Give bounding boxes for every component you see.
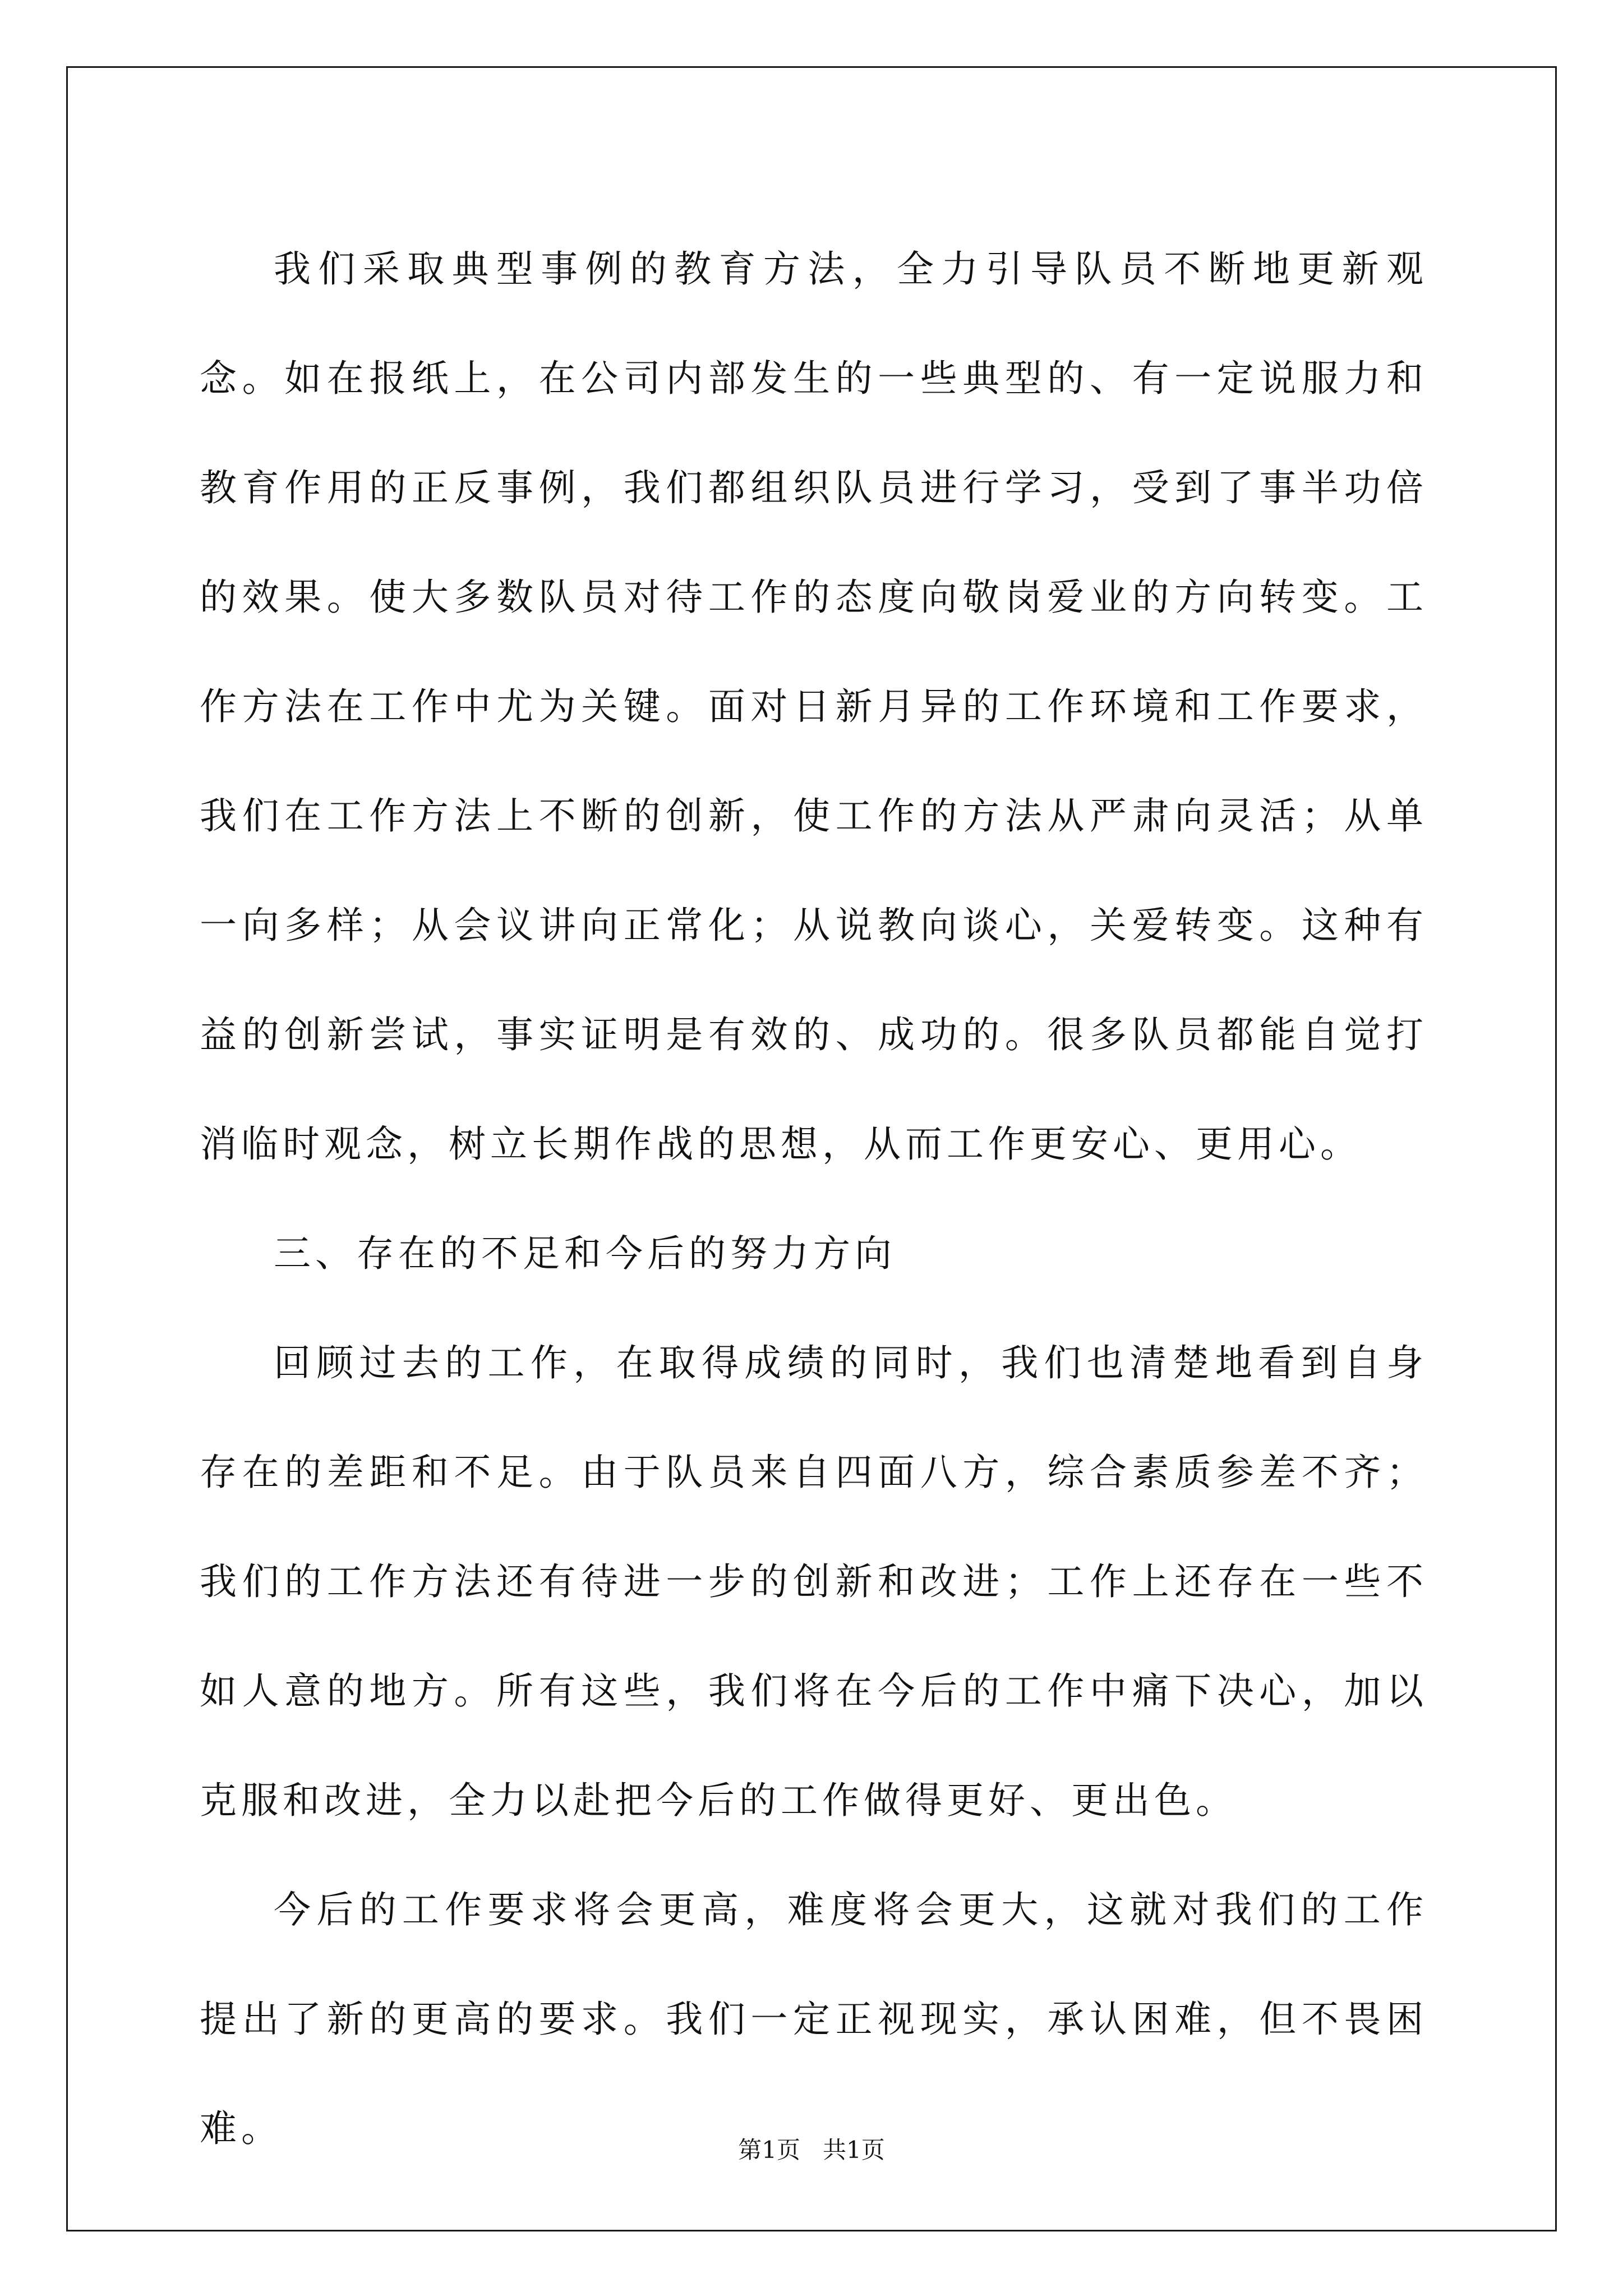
section-heading-shortcomings: 三、存在的不足和今后的努力方向 xyxy=(274,1232,896,1275)
paragraph-education-methods: 我们采取典型事例的教育方法，全力引导队员不断地更新观念。如在报纸上，在公司内部发生的一些典型的、有一定说服力和教育作用的正反事例，我们都组织队员进行学习，受到了事半功倍的效果。使大多数队员对待工作的态度向敬岗爱业的方向转变。工作方法在工作中尤为关键。面对日新月异的工作环境和工作要求，我们在工作方法上不断的创新，使工作的方法从严肃向灵活；从单一向多样；从会议讲向正常化；从说教向谈心，关爱转变。这种有益的创新尝试，事实证明是有效的、成功的。很多队员都能自觉打消临时观念，树立长期作战的思想，从而工作更安心、更用心。 xyxy=(200,247,1428,1166)
paragraph-future: 今后的工作要求将会更高，难度将会更大，这就对我们的工作提出了新的更高的要求。我们一定正视现实，承认困难，但不畏困难。 xyxy=(200,1888,1428,2150)
paragraph-review: 回顾过去的工作，在取得成绩的同时，我们也清楚地看到自身存在的差距和不足。由于队员来自四面八方，综合素质参差不齐；我们的工作方法还有待进一步的创新和改进；工作上还存在一些不如人意的地方。所有这些，我们将在今后的工作中痛下决心，加以克服和改进，全力以赴把今后的工作做得更好、更出色。 xyxy=(200,1341,1428,1822)
document-body xyxy=(200,214,1428,2183)
page-number-footer: 第1页 共1页 xyxy=(738,2136,885,2164)
